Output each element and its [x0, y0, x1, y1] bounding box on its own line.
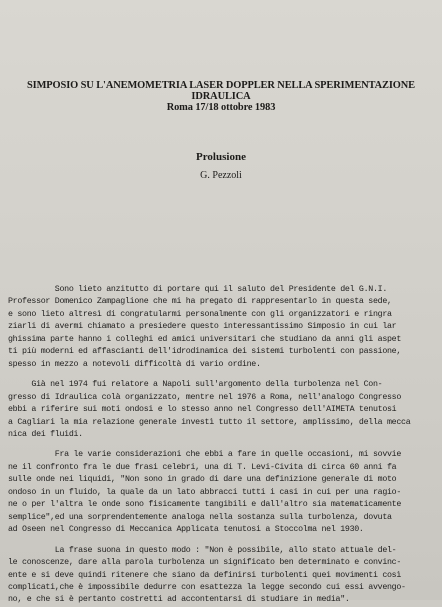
text-line: complicati,che è impossibile dedurre con esattezza la legge secondo cui essi avvengo- — [8, 582, 406, 592]
text-line: ente e si deve quindi ritenere che siano da definirsi turbolenti quei movimenti così — [8, 570, 402, 580]
text-line: e sono lieto altresì di congratularmi personalmente con gli organizzatori e ringra — [8, 309, 392, 319]
text-line: ne il confronto fra le due frasi celebri, una di T. Levi-Civita di circa 60 anni fa — [8, 462, 397, 472]
text-line: Sono lieto anzitutto di portare qui il saluto del Presidente del G.N.I. — [8, 285, 387, 294]
text-line: ondoso in un fluido, la quale da un lato abbracci tutti i casi in cui per una ragio- — [8, 487, 402, 497]
text-line: spesso in mezzo a notevoli difficoltà di vario ordine. — [8, 359, 261, 369]
title-line-2: Roma 17/18 ottobre 1983 — [166, 102, 276, 114]
section-heading: Prolusione — [196, 151, 246, 163]
title-line-1: SIMPOSIO SU L'ANEMOMETRIA LASER DOPPLER NELLA SPERIMENTAZIONE IDRAULICA — [26, 80, 416, 103]
text-line: ziarli di avermi chiamato a presiedere questo interessantissimo Simposio in cui lar — [8, 322, 397, 332]
text-line: Già nel 1974 fui relatore a Napoli sull'argomento della turbolenza nel Con- — [8, 380, 383, 390]
text-line: sulle onde nei liquidi, "Non sono in grado di dare una definizione generale di moto — [8, 475, 397, 485]
document-title — [0, 80, 442, 114]
text-line: Professor Domenico Zampaglione che mi ha pregato di rappresentarlo in questa sede, — [8, 297, 392, 307]
paragraph-1 — [8, 284, 436, 371]
text-line: ghissima parte hanno i colleghi ed amici universitari che studiano da anni gli aspet — [8, 334, 402, 344]
text-line: ad Oseen nel Congresso di Meccanica Applicata tenutosi a Stoccolma nel 1930. — [8, 525, 364, 535]
paragraph-3 — [8, 449, 436, 536]
text-line: semplice",ed una sorprendentemente analoga nella sostanza sulla turbolenza, dovuta — [8, 512, 392, 522]
text-line: le conoscenze, dare alla parola turbolenza un significato ben determinato e convinc- — [8, 558, 402, 568]
paragraph-2 — [8, 379, 436, 441]
text-line: nica dei fluidi. — [8, 429, 83, 439]
author-name: G. Pezzoli — [200, 170, 242, 181]
text-line: ne o per l'altra le onde sono fisicamente tangibili e dall'altro sia matematicamente — [8, 500, 402, 510]
text-line: gresso di Idraulica colà organizzato, mentre nel 1976 a Roma, nell'analogo Congresso — [8, 392, 402, 402]
body-text — [8, 284, 436, 607]
text-line: ti più moderni ed affascianti dell'idrodinamica dei sistemi turbolenti con passione, — [8, 347, 402, 357]
paragraph-4 — [8, 545, 436, 607]
text-line: Fra le varie considerazioni che ebbi a fare in quelle occasioni, mi sovvie — [8, 450, 402, 460]
text-line: ebbi a riferire sui moti ondosi e lo stesso anno nel Congresso dell'AIMETA tenutosi — [8, 405, 397, 415]
text-line: no, e che si è pertanto costretti ad accontentarsi di studiare in media". — [8, 595, 350, 605]
text-line: La frase suona in questo modo : "Non è possibile, allo stato attuale del- — [8, 545, 397, 555]
text-line: a Cagliari la mia relazione generale investì tutto il settore, amplissimo, della mecca — [8, 417, 411, 427]
